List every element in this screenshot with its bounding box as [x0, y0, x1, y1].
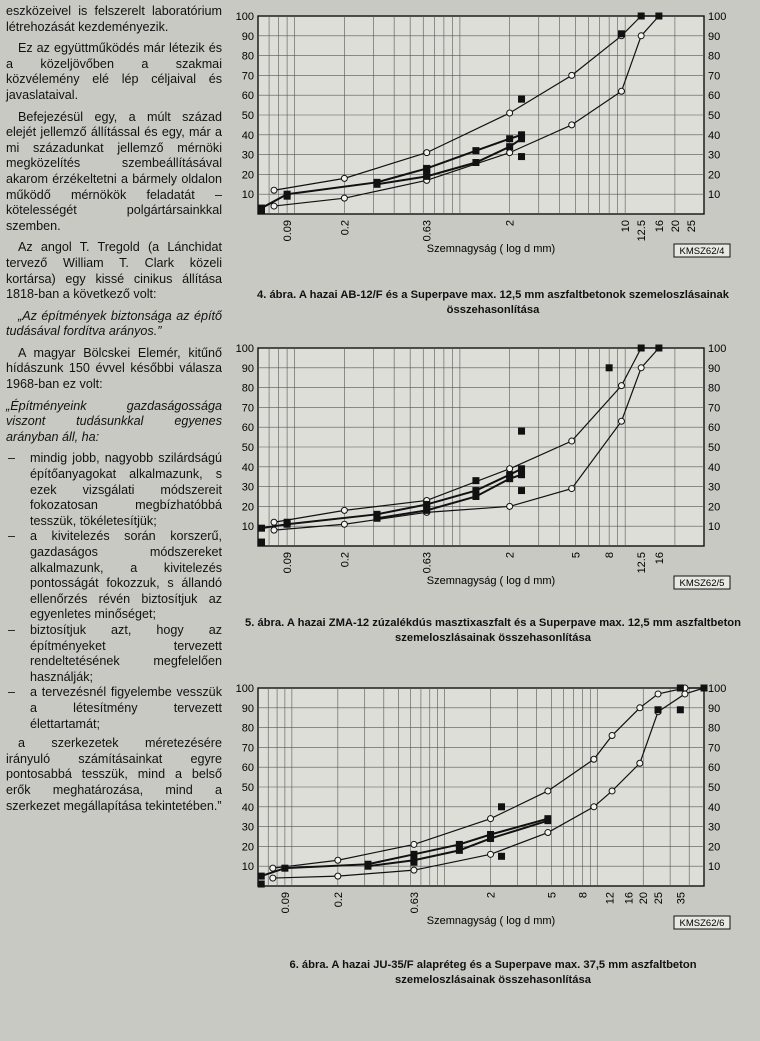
data-point-filled — [472, 493, 479, 500]
data-point-filled — [423, 507, 430, 514]
data-point-open — [609, 733, 615, 739]
data-point-filled — [677, 685, 684, 692]
data-point-filled — [258, 873, 265, 880]
x-tick-label: 12.5 — [636, 552, 649, 574]
data-point-open — [341, 175, 347, 181]
y-tick-label-left: 40 — [241, 129, 254, 142]
y-tick-label-right: 30 — [708, 821, 721, 834]
y-tick-label-left: 80 — [241, 382, 254, 395]
chart-6 — [226, 676, 760, 938]
y-tick-label-left: 20 — [241, 501, 254, 514]
x-tick-label: 5 — [570, 552, 583, 559]
data-point-filled — [374, 515, 381, 522]
y-tick-label-right: 50 — [708, 442, 721, 454]
data-point-open — [682, 691, 688, 697]
data-point-filled — [655, 13, 662, 20]
x-tick-label: 5 — [546, 892, 559, 899]
paragraph: Befejezésül egy, a múlt század elejét jellemző állítással és egy, már a mi századunkat jellemző mérnöki megközelítés szembeállításával akarom érzékeltetni a bármely oldalon működő mérnökök feladatát – kötelességét polgártársainkkal szemben. — [6, 109, 222, 233]
y-tick-label-left: 50 — [241, 110, 254, 122]
figure-4 — [226, 4, 760, 318]
y-tick-label-right: 90 — [708, 362, 721, 375]
data-point-open — [270, 875, 276, 881]
data-point-filled — [518, 487, 525, 494]
data-point-open — [335, 873, 341, 879]
x-tick-label: 0.2 — [332, 892, 345, 908]
data-point-open — [569, 438, 575, 444]
y-tick-label-right: 20 — [708, 501, 721, 514]
paragraph: Az angol T. Tregold (a Lánchidat tervező William T. Clark közeli kortársa) egy kissé cinikus állítása 1818-ban a következő volt: — [6, 240, 222, 302]
data-point-open — [271, 203, 277, 209]
y-tick-label-left: 70 — [241, 742, 254, 755]
figure-code: KMSZ62/6 — [679, 918, 725, 929]
data-point-filled — [258, 207, 265, 214]
list-item: – mindig jobb, nagyobb szilárdságú építőanyagokat alkalmazunk, s ezek vizsgálati módszereit fokozatosan megbízhatóbbá tesszük, tökéletesítjük; — [6, 451, 222, 529]
data-point-filled — [410, 859, 417, 866]
data-point-filled — [284, 519, 291, 526]
x-tick-label: 16 — [653, 552, 666, 565]
y-tick-label-left: 60 — [241, 422, 254, 435]
y-tick-label-right: 30 — [708, 481, 721, 494]
data-point-open — [270, 865, 276, 871]
y-tick-label-right: 60 — [708, 762, 721, 775]
y-tick-label-right: 40 — [708, 129, 721, 142]
data-point-filled — [677, 706, 684, 713]
chart-4 — [226, 4, 760, 266]
x-axis-label: Szemnagyság ( log d mm) — [426, 243, 556, 255]
data-point-filled — [701, 685, 708, 692]
data-point-open — [335, 857, 341, 863]
data-point-filled — [506, 475, 513, 482]
data-point-open — [569, 122, 575, 128]
list-item: – a kivitelezés során korszerű, gazdaságos módszereket alkalmazunk, a kivitelezés pontosságát fokozzuk, s állandó ellenőrzés révén biztosítjuk az egyenletes minőséget; — [6, 529, 222, 623]
data-point-filled — [281, 865, 288, 872]
data-point-open — [424, 150, 430, 156]
y-tick-label-right: 70 — [708, 402, 721, 415]
y-tick-label-left: 40 — [241, 461, 254, 474]
y-tick-label-right: 90 — [708, 30, 721, 43]
x-tick-label: 0.2 — [339, 552, 352, 568]
x-tick-label: 16 — [623, 892, 636, 905]
data-point-open — [507, 150, 513, 156]
data-point-filled — [506, 143, 513, 150]
figure-code: KMSZ62/5 — [679, 578, 725, 589]
figure-5 — [226, 336, 760, 646]
paragraph: a szerkezetek méretezésére irányuló számításainkat egyre pontosabbá tesszük, mind a belső erők meghatározása, mind a szerkezet megállapítása tekintetében.” — [6, 736, 222, 813]
data-point-filled — [258, 539, 265, 546]
data-point-filled — [506, 135, 513, 142]
data-point-open — [569, 72, 575, 78]
data-point-filled — [498, 853, 505, 860]
data-point-filled — [498, 803, 505, 810]
data-point-open — [271, 519, 277, 525]
y-tick-label-left: 40 — [241, 801, 254, 814]
y-tick-label-left: 90 — [241, 30, 254, 43]
y-tick-label-left: 60 — [241, 762, 254, 775]
paragraph: Ez az együttműködés már létezik és a közeljövőben a szakmai közvélemény elé lép céljaival és javaslataival. — [6, 41, 222, 102]
condition-list — [6, 451, 222, 732]
x-tick-label: 0.63 — [408, 892, 421, 914]
data-point-filled — [638, 345, 645, 352]
paragraph: eszközeivel is felszerelt laboratórium létrehozását kezdeményezik. — [6, 4, 222, 34]
data-point-open — [545, 830, 551, 836]
data-point-filled — [364, 863, 371, 870]
paragraph: A magyar Bölcskei Elemér, kitűnő hídászunk 150 évvel későbbi válasza 1968-ban ez volt: — [6, 345, 222, 392]
data-point-open — [411, 841, 417, 847]
x-axis-label: Szemnagyság ( log d mm) — [426, 915, 556, 927]
figure-6 — [226, 676, 760, 988]
y-tick-label-left: 100 — [235, 11, 254, 23]
data-point-open — [545, 788, 551, 794]
x-tick-label: 0.09 — [279, 892, 292, 914]
y-tick-label-left: 50 — [241, 442, 254, 454]
x-axis-label: Szemnagyság ( log d mm) — [426, 575, 556, 587]
data-point-filled — [518, 96, 525, 103]
y-tick-label-right: 80 — [708, 382, 721, 395]
y-tick-label-left: 10 — [241, 521, 254, 534]
y-tick-label-right: 50 — [708, 782, 721, 794]
data-point-filled — [472, 147, 479, 154]
figure-caption: 4. ábra. A hazai AB-12/F és a Superpave max. 12,5 mm aszfaltbetonok szemeloszlásainak összehasonlítása — [257, 289, 729, 316]
data-point-filled — [456, 847, 463, 854]
data-point-filled — [655, 345, 662, 352]
list-item: – a tervezésnél figyelembe vesszük a létesítmény tervezett élettartamát; — [6, 685, 222, 732]
data-point-filled — [638, 13, 645, 20]
y-tick-label-left: 10 — [241, 861, 254, 874]
x-tick-label: 25 — [685, 220, 698, 233]
y-tick-label-left: 70 — [241, 402, 254, 415]
list-item: – biztosítjuk azt, hogy az építményeket tervezett rendeltetésének megfelelően használják; — [6, 623, 222, 685]
data-point-filled — [258, 881, 265, 888]
data-point-open — [637, 760, 643, 766]
y-tick-label-right: 80 — [708, 722, 721, 735]
x-tick-label: 10 — [620, 220, 633, 233]
data-point-open — [507, 466, 513, 472]
y-tick-label-right: 100 — [708, 343, 727, 355]
text-column — [6, 4, 222, 820]
y-tick-label-left: 30 — [241, 481, 254, 494]
data-point-filled — [258, 525, 265, 532]
data-point-filled — [472, 159, 479, 166]
data-point-filled — [487, 835, 494, 842]
y-tick-label-right: 30 — [708, 149, 721, 162]
y-tick-label-left: 80 — [241, 50, 254, 63]
data-point-filled — [518, 153, 525, 160]
quote: „Az építmények biztonsága az építő tudásával fordítva arányos.” — [6, 308, 222, 339]
data-point-open — [271, 187, 277, 193]
data-point-open — [271, 527, 277, 533]
y-tick-label-left: 100 — [235, 343, 254, 355]
data-point-open — [618, 88, 624, 94]
x-tick-label: 16 — [653, 220, 666, 233]
x-tick-label: 12 — [604, 892, 617, 905]
y-tick-label-right: 80 — [708, 50, 721, 63]
data-point-open — [591, 804, 597, 810]
y-tick-label-left: 10 — [241, 189, 254, 202]
data-point-open — [411, 867, 417, 873]
y-tick-label-right: 100 — [708, 683, 727, 695]
y-tick-label-left: 90 — [241, 702, 254, 715]
y-tick-label-left: 30 — [241, 821, 254, 834]
y-tick-label-right: 90 — [708, 702, 721, 715]
data-point-filled — [472, 477, 479, 484]
data-point-open — [609, 788, 615, 794]
data-point-filled — [606, 364, 613, 371]
y-tick-label-right: 20 — [708, 841, 721, 854]
data-point-open — [507, 503, 513, 509]
data-point-open — [618, 383, 624, 389]
y-tick-label-left: 20 — [241, 841, 254, 854]
y-tick-label-left: 20 — [241, 169, 254, 182]
data-point-filled — [423, 165, 430, 172]
quote: „Építményeink gazdaságossága viszont tudásunkkal egyenes arányban áll, ha: — [6, 398, 222, 444]
figure-caption: 5. ábra. A hazai ZMA-12 zúzalékdús masztixaszfalt és a Superpave max. 12,5 mm aszfaltbeton szemeloszlásainak összehasonlítása — [245, 617, 741, 644]
y-tick-label-right: 10 — [708, 521, 721, 534]
x-tick-label: 2 — [485, 892, 498, 899]
x-tick-label: 2 — [504, 552, 517, 559]
chart-5 — [226, 336, 760, 598]
data-point-open — [341, 521, 347, 527]
y-tick-label-left: 60 — [241, 90, 254, 103]
y-tick-label-right: 70 — [708, 70, 721, 83]
y-tick-label-right: 10 — [708, 189, 721, 202]
figure-code: KMSZ62/4 — [679, 246, 725, 257]
x-tick-label: 2 — [504, 220, 517, 227]
data-point-open — [637, 705, 643, 711]
data-point-open — [591, 756, 597, 762]
x-tick-label: 20 — [669, 220, 682, 233]
data-point-open — [569, 486, 575, 492]
data-point-open — [341, 507, 347, 513]
y-tick-label-right: 100 — [708, 11, 727, 23]
y-tick-label-right: 50 — [708, 110, 721, 122]
data-point-filled — [518, 428, 525, 435]
data-point-open — [618, 418, 624, 424]
y-tick-label-left: 50 — [241, 782, 254, 794]
y-tick-label-right: 10 — [708, 861, 721, 874]
y-tick-label-left: 90 — [241, 362, 254, 375]
y-tick-label-right: 70 — [708, 742, 721, 755]
x-tick-label: 12.5 — [636, 220, 649, 242]
data-point-open — [507, 110, 513, 116]
y-tick-label-left: 80 — [241, 722, 254, 735]
y-tick-label-right: 40 — [708, 461, 721, 474]
data-point-filled — [284, 193, 291, 200]
data-point-open — [488, 851, 494, 857]
data-point-filled — [518, 135, 525, 142]
data-point-open — [488, 816, 494, 822]
x-tick-label: 0.09 — [282, 220, 295, 242]
data-point-open — [638, 365, 644, 371]
data-point-open — [638, 33, 644, 39]
y-tick-label-left: 100 — [235, 683, 254, 695]
y-tick-label-right: 20 — [708, 169, 721, 182]
y-tick-label-right: 60 — [708, 422, 721, 435]
x-tick-label: 8 — [604, 552, 617, 559]
x-tick-label: 0.63 — [421, 220, 434, 242]
figure-caption: 6. ábra. A hazai JU-35/F alapréteg és a Superpave max. 37,5 mm aszfaltbeton szemeloszlásainak összehasonlítása — [289, 959, 697, 986]
data-point-filled — [544, 817, 551, 824]
x-tick-label: 35 — [675, 892, 688, 905]
y-tick-label-left: 30 — [241, 149, 254, 162]
y-tick-label-left: 70 — [241, 70, 254, 83]
y-tick-label-right: 60 — [708, 90, 721, 103]
x-tick-label: 0.2 — [339, 220, 352, 236]
x-tick-label: 20 — [638, 892, 651, 905]
data-point-filled — [655, 706, 662, 713]
x-tick-label: 0.63 — [421, 552, 434, 574]
x-tick-label: 0.09 — [282, 552, 295, 574]
x-tick-label: 8 — [577, 892, 590, 899]
data-point-open — [341, 195, 347, 201]
data-point-filled — [618, 30, 625, 37]
data-point-filled — [374, 181, 381, 188]
data-point-open — [655, 691, 661, 697]
y-tick-label-right: 40 — [708, 801, 721, 814]
data-point-filled — [518, 471, 525, 478]
x-tick-label: 25 — [653, 892, 666, 905]
